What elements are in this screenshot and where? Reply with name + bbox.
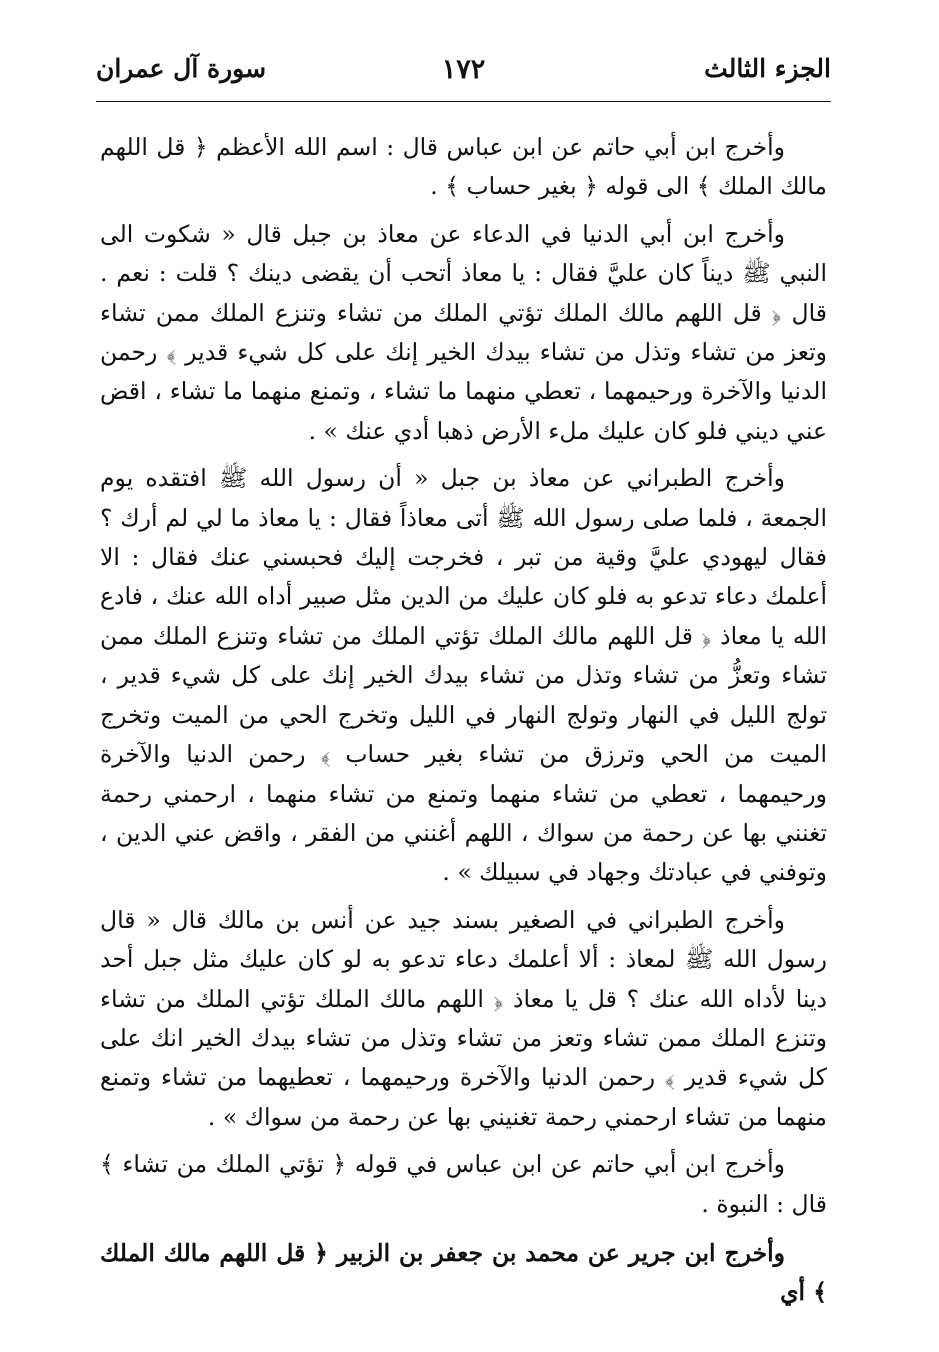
paragraph: وأخرج الطبراني عن معاذ بن جبل « أن رسول الله ﷺ افتقده يوم الجمعة ، فلما صلى رسول الله ﷺ أتى معاذاً فقال : يا معاذ ما لي لم أرك ؟ فقال ليهودي عليَّ وقية من تبر ، فخرجت إليك فحبسني عنك فقال : الا أعلمك دعاء تدعو به فلو كان عليك من الدين مثل صبير أداه الله عنك ، فادع الله يا معاذ ﴿ قل اللهم مالك الملك تؤتي الملك من تشاء وتنزع الملك ممن تشاء وتعزُّ من تشاء وتذل من تشاء بيدك الخير إنك على كل شيء قدير ، تولج الليل في النهار وتولج النهار في الليل وتخرج الحي من الميت وتخرج الميت من الحي وترزق من تشاء بغير حساب ﴾ رحمن الدنيا والآخرة ورحيمهما ، تعطي من تشاء منهما وتمنع من تشاء منهما ، ارحمني رحمة تغنني بها عن رحمة من سواك ، اللهم أغنني من الفقر ، واقض عني الدين ، وتوفني في عبادتك وجهاد في سبيلك » . [100, 464, 827, 887]
paragraph: وأخرج الطبراني في الصغير بسند جيد عن أنس بن مالك قال « قال رسول الله ﷺ لمعاذ : ألا أعلمك دعاء تدعو به لو كان عليك مثل جبل أحد دينا لأداه الله عنك ؟ قل يا معاذ ﴿ اللهم مالك الملك تؤتي الملك من تشاء وتنزع الملك ممن تشاء وتعز من تشاء وتذل من تشاء بيدك الخير انك على كل شيء قدير ﴾ رحمن الدنيا والآخرة ورحيمهما ، تعطيهما من تشاء وتمنع منهما من تشاء ارحمني رحمة تغنيني بها عن رحمة من سواك » . [100, 905, 827, 1131]
header-divider [96, 101, 831, 102]
juz-title: الجزء الثالث [704, 54, 831, 83]
page-body [100, 128, 827, 1321]
running-header [96, 54, 831, 94]
surah-title: سورة آل عمران [96, 54, 267, 83]
paragraph: وأخرج ابن جرير عن محمد بن جعفر بن الزبير ﴿ قل اللهم مالك الملك ﴾ أي [100, 1238, 827, 1307]
paragraph: وأخرج ابن أبي حاتم عن ابن عباس في قوله ﴿ تؤتي الملك من تشاء ﴾ قال : النبوة . [100, 1150, 827, 1218]
page-number: ١٧٢ [441, 54, 486, 85]
paragraph: وأخرج ابن أبي حاتم عن ابن عباس قال : اسم الله الأعظم ﴿ قل اللهم مالك الملك ﴾ الى قوله ﴿ بغير حساب ﴾ . [100, 133, 827, 201]
paragraph: وأخرج ابن أبي الدنيا في الدعاء عن معاذ بن جبل قال « شكوت الى النبي ﷺ ديناً كان عليَّ فقال : يا معاذ أتحب أن يقضى دينك ؟ قلت : نعم . قال ﴿ قل اللهم مالك الملك تؤتي الملك من تشاء وتنزع الملك ممن تشاء وتعز من تشاء وتذل من تشاء بيدك الخير إنك على كل شيء قدير ﴾ رحمن الدنيا والآخرة ورحيمهما ، تعطي منهما ما تشاء ، وتمنع منهما ما تشاء ، اقض عني ديني فلو كان عليك ملء الأرض ذهبا أدي عنك » . [100, 219, 827, 445]
